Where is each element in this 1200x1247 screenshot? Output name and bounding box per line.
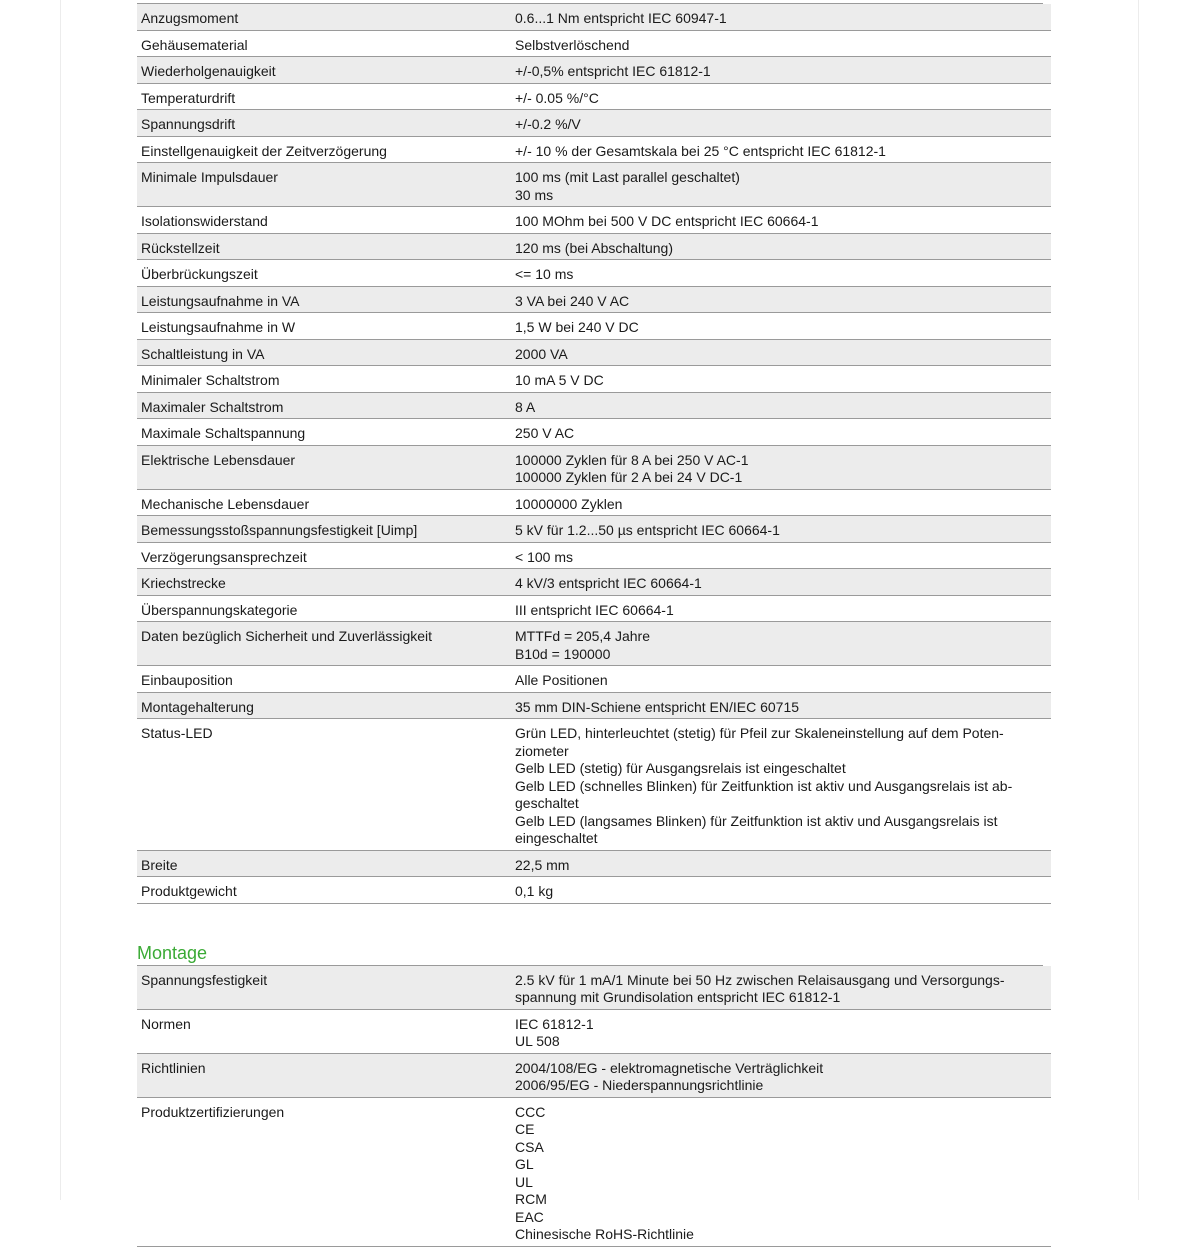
spec-label: Breite bbox=[137, 850, 511, 877]
table-row bbox=[137, 366, 1051, 393]
table-row bbox=[137, 569, 1051, 596]
spec-label: Gehäusematerial bbox=[137, 30, 511, 57]
spec-value-line: Chinesische RoHS-Richtlinie bbox=[515, 1226, 694, 1242]
table-row bbox=[137, 622, 1051, 666]
spec-value bbox=[511, 286, 1051, 313]
table-row bbox=[137, 1009, 1051, 1053]
spec-value-line: B10d = 190000 bbox=[515, 645, 611, 662]
spec-label: Leistungsaufnahme in W bbox=[137, 313, 511, 340]
spec-value bbox=[511, 692, 1051, 719]
spec-value-line: 8 A bbox=[515, 398, 536, 415]
spec-value-line: +/- 10 % der Gesamtskala bei 25 °C entspricht IEC 61812-1 bbox=[515, 142, 886, 159]
spec-label: Leistungsaufnahme in VA bbox=[137, 286, 511, 313]
spec-value bbox=[511, 489, 1051, 516]
spec-value bbox=[511, 516, 1051, 543]
spec-value bbox=[511, 1053, 1051, 1097]
table-row bbox=[137, 30, 1051, 57]
spec-value-line: 10 mA 5 V DC bbox=[515, 372, 604, 388]
spec-value-line: CCC bbox=[515, 1103, 546, 1120]
table-row bbox=[137, 719, 1051, 851]
table-row bbox=[137, 966, 1051, 1010]
spec-value-line: CSA bbox=[515, 1138, 544, 1155]
table-row bbox=[137, 489, 1051, 516]
spec-value-line: MTTFd = 205,4 Jahre bbox=[515, 628, 651, 644]
spec-value-line: 3 VA bei 240 V AC bbox=[515, 292, 630, 309]
spec-value-line: Gelb LED (schnelles Blinken) für Zeitfunktion ist aktiv und Ausgangsrelais ist ab- bbox=[515, 777, 1013, 794]
spec-value-line: RCM bbox=[515, 1191, 547, 1207]
spec-value-line: EAC bbox=[515, 1208, 544, 1225]
table-row bbox=[137, 83, 1051, 110]
spec-label: Maximale Schaltspannung bbox=[137, 419, 511, 446]
table-row bbox=[137, 286, 1051, 313]
spec-value-line: 0,1 kg bbox=[515, 883, 554, 899]
spec-value-line: III entspricht IEC 60664-1 bbox=[515, 601, 674, 618]
spec-label: Status-LED bbox=[137, 719, 511, 851]
spec-value-line: 10000000 Zyklen bbox=[515, 495, 623, 512]
spec-value-line: 22,5 mm bbox=[515, 856, 570, 873]
spec-value bbox=[511, 445, 1051, 489]
spec-value-line: Grün LED, hinterleuchtet (stetig) für Pfeil zur Skaleneinstellung auf dem Poten- bbox=[515, 725, 1004, 741]
spec-table-main bbox=[137, 4, 1051, 904]
spec-label: Montagehalterung bbox=[137, 692, 511, 719]
spec-label: Schaltleistung in VA bbox=[137, 339, 511, 366]
spec-value bbox=[511, 339, 1051, 366]
spec-value-line: ziometer bbox=[515, 742, 569, 759]
spec-value-line: 120 ms (bei Abschaltung) bbox=[515, 239, 673, 256]
spec-label: Minimaler Schaltstrom bbox=[137, 366, 511, 393]
spec-value-line: Selbstverlöschend bbox=[515, 36, 630, 53]
spec-value bbox=[511, 877, 1051, 904]
spec-value bbox=[511, 595, 1051, 622]
spec-value-line: Alle Positionen bbox=[515, 672, 608, 688]
spec-value bbox=[511, 233, 1051, 260]
table-row bbox=[137, 666, 1051, 693]
spec-value-line: IEC 61812-1 bbox=[515, 1015, 594, 1032]
spec-value-line: 5 kV für 1.2...50 µs entspricht IEC 60664-1 bbox=[515, 522, 780, 538]
spec-value bbox=[511, 136, 1051, 163]
spec-label: Rückstellzeit bbox=[137, 233, 511, 260]
spec-value bbox=[511, 366, 1051, 393]
table-row bbox=[137, 233, 1051, 260]
table-row bbox=[137, 339, 1051, 366]
spec-value bbox=[511, 719, 1051, 851]
spec-value bbox=[511, 260, 1051, 287]
spec-value-line: eingeschaltet bbox=[515, 830, 598, 846]
spec-label: Bemessungsstoßspannungsfestigkeit [Uimp] bbox=[137, 516, 511, 543]
table-row bbox=[137, 850, 1051, 877]
table-row bbox=[137, 313, 1051, 340]
table-row bbox=[137, 419, 1051, 446]
spec-value bbox=[511, 666, 1051, 693]
table-row bbox=[137, 57, 1051, 84]
page-left-border bbox=[60, 0, 61, 1200]
spec-table-montage-body bbox=[137, 966, 1051, 1247]
spec-value-line: Gelb LED (langsames Blinken) für Zeitfunktion ist aktiv und Ausgangsrelais ist bbox=[515, 812, 998, 829]
table-row bbox=[137, 1053, 1051, 1097]
table-row bbox=[137, 4, 1051, 30]
spec-value-line: 4 kV/3 entspricht IEC 60664-1 bbox=[515, 575, 702, 591]
spec-value bbox=[511, 313, 1051, 340]
section-title-montage: Montage bbox=[137, 942, 208, 963]
spec-value-line: spannung mit Grundisolation entspricht IEC 61812-1 bbox=[515, 989, 841, 1005]
spec-value bbox=[511, 30, 1051, 57]
spec-label: Spannungsdrift bbox=[137, 110, 511, 137]
spec-label: Einbauposition bbox=[137, 666, 511, 693]
spec-value bbox=[511, 1097, 1051, 1246]
spec-value-line: 0.6...1 Nm entspricht IEC 60947-1 bbox=[515, 10, 727, 26]
spec-value bbox=[511, 1009, 1051, 1053]
spec-label: Produktzertifizierungen bbox=[137, 1097, 511, 1246]
table-row bbox=[137, 260, 1051, 287]
spec-value bbox=[511, 110, 1051, 137]
spec-label: Spannungsfestigkeit bbox=[137, 966, 511, 1010]
table-row bbox=[137, 163, 1051, 207]
table-row bbox=[137, 207, 1051, 234]
spec-value bbox=[511, 207, 1051, 234]
spec-table-main-body bbox=[137, 4, 1051, 903]
spec-label: Normen bbox=[137, 1009, 511, 1053]
spec-value-line: CE bbox=[515, 1121, 535, 1137]
spec-value-line: 1,5 W bei 240 V DC bbox=[515, 319, 639, 335]
spec-value bbox=[511, 4, 1051, 30]
spec-label: Verzögerungsansprechzeit bbox=[137, 542, 511, 569]
spec-value bbox=[511, 569, 1051, 596]
spec-value bbox=[511, 542, 1051, 569]
spec-value-line: 2006/95/EG - Niederspannungsrichtlinie bbox=[515, 1077, 764, 1093]
table-row bbox=[137, 542, 1051, 569]
spec-value-line: Gelb LED (stetig) für Ausgangsrelais ist eingeschaltet bbox=[515, 760, 846, 776]
spec-value-line: +/- 0.05 %/°C bbox=[515, 89, 599, 106]
spec-value-line: <= 10 ms bbox=[515, 266, 574, 282]
page-right-border bbox=[1138, 0, 1139, 1200]
table-row bbox=[137, 110, 1051, 137]
spec-value-line: 250 V AC bbox=[515, 425, 575, 441]
spec-value bbox=[511, 392, 1051, 419]
spec-table-montage bbox=[137, 966, 1051, 1247]
table-row bbox=[137, 1097, 1051, 1246]
spec-label: Maximaler Schaltstrom bbox=[137, 392, 511, 419]
table-row bbox=[137, 392, 1051, 419]
table-row bbox=[137, 445, 1051, 489]
spec-value-line: 2004/108/EG - elektromagnetische Verträglichkeit bbox=[515, 1059, 824, 1076]
spec-label: Daten bezüglich Sicherheit und Zuverlässigkeit bbox=[137, 622, 511, 666]
table-row bbox=[137, 595, 1051, 622]
spec-value bbox=[511, 163, 1051, 207]
spec-value-line: geschaltet bbox=[515, 795, 579, 811]
spec-value-line: UL 508 bbox=[515, 1033, 560, 1049]
spec-label: Minimale Impulsdauer bbox=[137, 163, 511, 207]
spec-label: Elektrische Lebensdauer bbox=[137, 445, 511, 489]
spec-label: Mechanische Lebensdauer bbox=[137, 489, 511, 516]
spec-value-line: +/-0.2 %/V bbox=[515, 116, 581, 132]
spec-label: Wiederholgenauigkeit bbox=[137, 57, 511, 84]
spec-value bbox=[511, 419, 1051, 446]
spec-label: Überbrückungszeit bbox=[137, 260, 511, 287]
table-row bbox=[137, 136, 1051, 163]
table-row bbox=[137, 877, 1051, 904]
spec-value-line: +/-0,5% entspricht IEC 61812-1 bbox=[515, 63, 711, 79]
spec-label: Kriechstrecke bbox=[137, 569, 511, 596]
spec-value-line: 2.5 kV für 1 mA/1 Minute bei 50 Hz zwischen Relaisausgang und Versorgungs- bbox=[515, 971, 1005, 988]
spec-label: Richtlinien bbox=[137, 1053, 511, 1097]
spec-value-line: 100000 Zyklen für 2 A bei 24 V DC-1 bbox=[515, 469, 743, 485]
spec-value-line: 100 MOhm bei 500 V DC entspricht IEC 60664-1 bbox=[515, 213, 819, 229]
datasheet bbox=[137, 0, 1043, 1247]
spec-value-line: 100000 Zyklen für 8 A bei 250 V AC-1 bbox=[515, 451, 749, 468]
spec-value-line: 100 ms (mit Last parallel geschaltet) bbox=[515, 169, 740, 185]
spec-value-line: 35 mm DIN-Schiene entspricht EN/IEC 60715 bbox=[515, 698, 800, 715]
spec-value bbox=[511, 850, 1051, 877]
spec-value-line: 30 ms bbox=[515, 186, 554, 203]
spec-label: Anzugsmoment bbox=[137, 4, 511, 30]
spec-value-line: < 100 ms bbox=[515, 548, 573, 565]
spec-label: Isolationswiderstand bbox=[137, 207, 511, 234]
spec-value bbox=[511, 57, 1051, 84]
table-row bbox=[137, 692, 1051, 719]
spec-value-line: GL bbox=[515, 1156, 534, 1172]
spec-label: Temperaturdrift bbox=[137, 83, 511, 110]
spec-label: Einstellgenauigkeit der Zeitverzögerung bbox=[137, 136, 511, 163]
spec-value bbox=[511, 966, 1051, 1010]
spec-label: Produktgewicht bbox=[137, 877, 511, 904]
spec-label: Überspannungskategorie bbox=[137, 595, 511, 622]
spec-value bbox=[511, 622, 1051, 666]
spec-value-line: UL bbox=[515, 1173, 533, 1190]
spec-value bbox=[511, 83, 1051, 110]
table-row bbox=[137, 516, 1051, 543]
spec-value-line: 2000 VA bbox=[515, 345, 568, 362]
